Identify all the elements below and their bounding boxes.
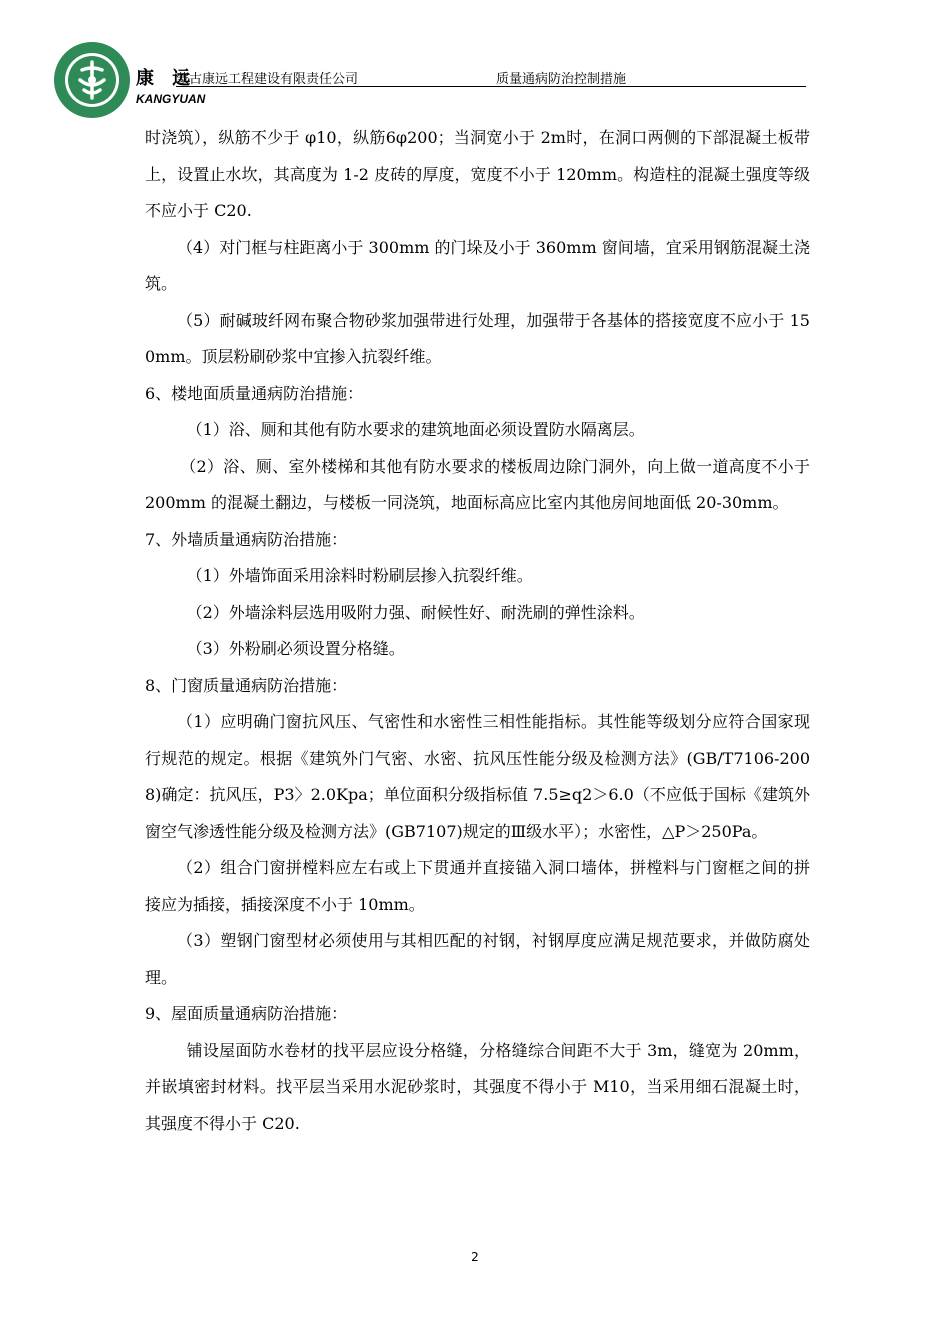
paragraph: （1）浴、厕和其他有防水要求的建筑地面必须设置防水隔离层。 [186, 420, 645, 439]
paragraph: 铺设屋面防水卷材的找平层应设分格缝，分格缝综合间距不大于 3m，缝宽为 20mm，并嵌填密封材料。找平层当采用水泥砂浆时，其强度不得小于 M10，当采用细石混凝土时，其强度不得小于 C20. [145, 1040, 810, 1133]
section-heading: 9、屋面质量通病防治措施： [145, 1004, 348, 1023]
paragraph: （1）应明确门窗抗风压、气密性和水密性三相性能指标。其性能等级划分应符合国家现行规范的规定。根据《建筑外门气密、水密、抗风压性能分级及检测方法》(GB/T7106-2008)确定：抗风压，P3〉2.0Kpa；单位面积分级指标值 7.5≥q2＞6.0（不应低于国标《建筑外窗空气渗透性能分级及检测方法》(GB7107)规定的Ⅲ级水平）；水密性，△P＞250Pa。 [145, 712, 810, 841]
paragraph: （1）外墙饰面采用涂料时粉刷层掺入抗裂纤维。 [186, 566, 533, 585]
header-rule [176, 86, 806, 87]
section-heading: 7、外墙质量通病防治措施： [145, 529, 348, 549]
company-name: 蒙古康远工程建设有限责任公司 [176, 72, 359, 87]
paragraph: （5）耐碱玻纤网布聚合物砂浆加强带进行处理，加强带于各基体的搭接宽度不应小于 150mm。顶层粉刷砂浆中宜掺入抗裂纤维。 [145, 310, 810, 366]
brand-name-cn: 康 远 [136, 68, 197, 89]
document-body [145, 120, 810, 1142]
kangyuan-logo-icon [52, 40, 132, 120]
paragraph: （2）外墙涂料层选用吸附力强、耐候性好、耐洗刷的弹性涂料。 [186, 602, 645, 622]
paragraph: 时浇筑），纵筋不少于 φ10，纵筋6φ200；当洞宽小于 2m时，在洞口两侧的下部混凝土板带上，设置止水坎，其高度为 1-2 皮砖的厚度，宽度不小于 120mm。构造柱的混凝土强度等级不应小于 C20. [145, 128, 810, 220]
page-header [0, 0, 950, 130]
paragraph: （4）对门框与柱距离小于 300mm 的门垛及小于 360mm 窗间墙，宜采用钢筋混凝土浇筑。 [145, 237, 810, 293]
paragraph: （3）外粉刷必须设置分格缝。 [186, 639, 405, 658]
document-title: 质量通病防治控制措施 [496, 72, 627, 87]
section-heading: 8、门窗质量通病防治措施： [145, 675, 348, 695]
paragraph: （2）浴、厕、室外楼梯和其他有防水要求的楼板周边除门洞外，向上做一道高度不小于 200mm 的混凝土翻边，与楼板一同浇筑，地面标高应比室内其他房间地面低 20-30mm。 [145, 456, 810, 512]
page-number: 2 [471, 1250, 479, 1264]
brand-name-en: KANGYUAN [136, 92, 206, 106]
paragraph: （3）塑钢门窗型材必须使用与其相匹配的衬钢，衬钢厚度应满足规范要求，并做防腐处理。 [145, 931, 810, 987]
section-heading: 6、楼地面质量通病防治措施： [145, 383, 364, 403]
paragraph: （2）组合门窗拼樘料应左右或上下贯通并直接锚入洞口墙体，拼樘料与门窗框之间的拼接应为插接，插接深度不小于 10mm。 [145, 858, 810, 914]
